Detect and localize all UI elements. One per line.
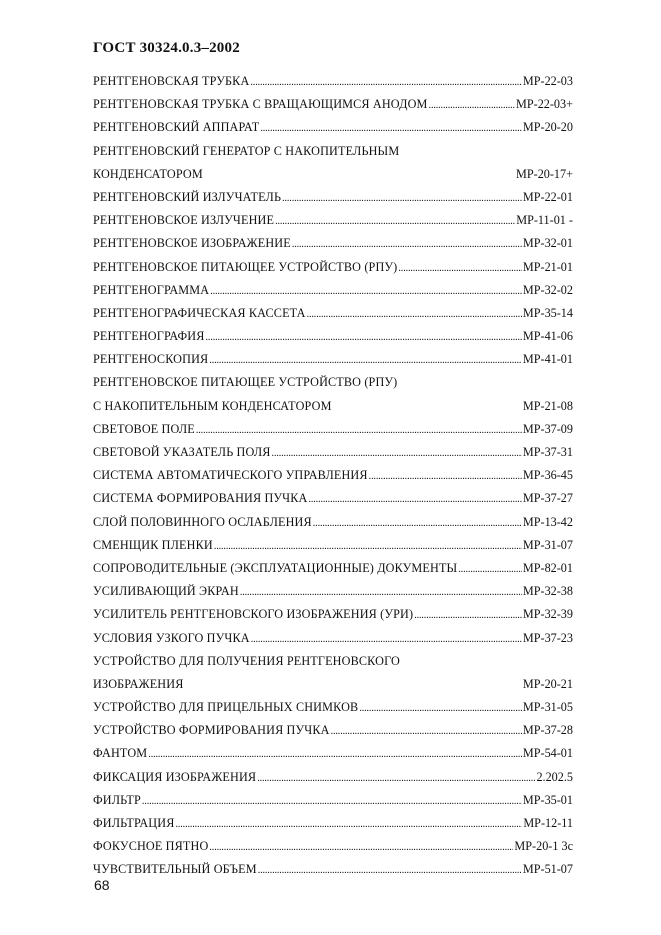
index-code: МР-32-01 (522, 236, 573, 251)
dot-leader (398, 263, 521, 274)
index-term: РЕНТГЕНОГРАФИЧЕСКАЯ КАССЕТА (93, 305, 306, 320)
index-entry (93, 746, 575, 769)
index-entry (93, 74, 575, 97)
dot-leader (429, 100, 515, 111)
dot-leader (414, 610, 522, 621)
index-entry (93, 399, 575, 422)
index-term: ЧУВСТВИТЕЛЬНЫЙ ОБЪЕМ (93, 862, 257, 877)
index-entry (93, 538, 575, 561)
document-header: ГОСТ 30324.0.3–2002 (93, 40, 240, 56)
index-term: СИСТЕМА ФОРМИРОВАНИЯ ПУЧКА (93, 491, 308, 506)
index-code: МР-32-02 (522, 282, 573, 297)
index-term: РЕНТГЕНОВСКАЯ ТРУБКА С ВРАЩАЮЩИМСЯ АНОДОМ (93, 97, 428, 112)
index-term: СВЕТОВОЙ УКАЗАТЕЛЬ ПОЛЯ (93, 445, 271, 459)
index-entry (93, 352, 575, 375)
index-code: МР-51-07 (522, 862, 573, 877)
dot-leader (307, 309, 522, 320)
term-index-list (93, 74, 575, 886)
dot-leader (282, 193, 522, 204)
index-entry (93, 445, 575, 468)
dot-leader (272, 448, 522, 459)
index-entry (93, 515, 575, 538)
index-term: РЕНТГЕНОВСКОЕ ПИТАЮЩЕЕ УСТРОЙСТВО (РПУ) (93, 259, 398, 274)
index-code: МР-32-38 (522, 584, 573, 599)
index-code: МР-54-01 (522, 746, 573, 761)
index-term: ИЗОБРАЖЕНИЯ (93, 676, 184, 691)
index-entry (93, 631, 575, 654)
index-term: СЛОЙ ПОЛОВИННОГО ОСЛАБЛЕНИЯ (93, 514, 312, 529)
index-term: РЕНТГЕНОСКОПИЯ (93, 352, 209, 367)
index-code: МР-11-01 - (516, 213, 573, 228)
index-entry (93, 167, 575, 190)
index-term: УСЛОВИЯ УЗКОГО ПУЧКА (93, 630, 250, 645)
index-code: МР-22-03 (522, 74, 573, 88)
index-term: ФИКСАЦИЯ ИЗОБРАЖЕНИЯ (93, 769, 257, 784)
index-code: МР-41-06 (522, 329, 573, 344)
dot-leader (308, 494, 521, 505)
dot-leader (458, 564, 522, 575)
index-term: РЕНТГЕНОВСКОЕ ИЗЛУЧЕНИЕ (93, 213, 275, 228)
index-term: С НАКОПИТЕЛЬНЫМ КОНДЕНСАТОРОМ (93, 398, 332, 413)
dot-leader (275, 216, 515, 227)
index-code: МР-82-01 (522, 560, 573, 575)
index-code: МР-20-20 (522, 120, 573, 135)
dot-leader (142, 796, 522, 807)
index-term: СИСТЕМА АВТОМАТИЧЕСКОГО УПРАВЛЕНИЯ (93, 468, 368, 483)
index-entry (93, 700, 575, 723)
index-code: МР-35-01 (522, 792, 573, 807)
dot-leader (206, 332, 522, 343)
index-term: РЕНТГЕНОВСКИЙ ГЕНЕРАТОР С НАКОПИТЕЛЬНЫМ (93, 143, 400, 158)
index-entry (93, 422, 575, 445)
index-term: РЕНТГЕНОВСКОЕ ИЗОБРАЖЕНИЕ (93, 236, 291, 251)
index-term: РЕНТГЕНОВСКИЙ АППАРАТ (93, 120, 260, 135)
index-entry (93, 561, 575, 584)
dot-leader (369, 471, 522, 482)
index-term: УСТРОЙСТВО ФОРМИРОВАНИЯ ПУЧКА (93, 723, 330, 738)
dot-leader (196, 425, 522, 436)
index-entry (93, 654, 575, 677)
index-term: ФАНТОМ (93, 746, 148, 761)
dot-leader (210, 286, 522, 297)
index-code: МР-41-01 (522, 352, 573, 367)
index-term: РЕНТГЕНОВСКОЕ ПИТАЮЩЕЕ УСТРОЙСТВО (РПУ) (93, 375, 398, 390)
index-term: УСТРОЙСТВО ДЛЯ ПОЛУЧЕНИЯ РЕНТГЕНОВСКОГО (93, 653, 400, 668)
index-code: МР-32-39 (522, 607, 573, 622)
dot-leader (240, 587, 522, 598)
index-entry (93, 213, 575, 236)
index-code: МР-21-08 (522, 398, 573, 413)
index-term: УСИЛИВАЮЩИЙ ЭКРАН (93, 584, 239, 599)
dot-leader (214, 541, 522, 552)
dot-leader (257, 773, 535, 784)
index-entry (93, 862, 575, 885)
index-code: МР-13-42 (522, 514, 573, 529)
dot-leader (148, 749, 522, 760)
index-entry (93, 236, 575, 259)
index-code: МР-35-14 (522, 305, 573, 320)
index-entry (93, 329, 575, 352)
index-entry (93, 120, 575, 143)
dot-leader (251, 634, 522, 645)
index-entry (93, 190, 575, 213)
index-term: ФИЛЬТРАЦИЯ (93, 816, 175, 830)
dot-leader (292, 239, 522, 250)
dot-leader (250, 77, 521, 88)
index-entry (93, 260, 575, 283)
dot-leader (175, 819, 522, 830)
dot-leader (209, 355, 522, 366)
index-code: МР-37-31 (522, 445, 573, 459)
index-code: МР-37-09 (522, 421, 573, 436)
index-term: ФИЛЬТР (93, 792, 141, 807)
index-entry (93, 723, 575, 746)
index-term: РЕНТГЕНОГРАФИЯ (93, 329, 205, 344)
index-entry (93, 839, 575, 862)
index-entry (93, 283, 575, 306)
index-entry (93, 816, 575, 839)
dot-leader (209, 842, 513, 853)
index-code: МР-22-01 (522, 189, 573, 204)
page-number: 68 (94, 877, 110, 893)
index-code: МР-37-27 (522, 491, 573, 506)
dot-leader (359, 703, 522, 714)
index-entry (93, 584, 575, 607)
index-term: РЕНТГЕНОВСКИЙ ИЗЛУЧАТЕЛЬ (93, 189, 282, 204)
index-code: МР-20-17+ (516, 166, 573, 181)
index-term: УСТРОЙСТВО ДЛЯ ПРИЦЕЛЬНЫХ СНИМКОВ (93, 700, 359, 715)
index-term: СМЕНЩИК ПЛЕНКИ (93, 537, 213, 552)
index-entry (93, 375, 575, 398)
index-code: МР-37-28 (522, 723, 573, 738)
index-term: КОНДЕНСАТОРОМ (93, 166, 203, 181)
index-entry (93, 607, 575, 630)
index-entry (93, 144, 575, 167)
index-entry (93, 491, 575, 514)
index-term: РЕНТГЕНОВСКАЯ ТРУБКА (93, 74, 250, 88)
index-entry (93, 468, 575, 491)
index-code: МР-22-03+ (516, 97, 573, 112)
index-term: СОПРОВОДИТЕЛЬНЫЕ (ЭКСПЛУАТАЦИОННЫЕ) ДОКУМЕНТЫ (93, 560, 458, 575)
index-term: СВЕТОВОЕ ПОЛЕ (93, 421, 195, 436)
index-entry (93, 306, 575, 329)
dot-leader (260, 123, 522, 134)
index-entry (93, 97, 575, 120)
dot-leader (331, 726, 522, 737)
index-code: МР-20-1 3с (514, 839, 573, 854)
index-code: МР-20-21 (522, 676, 573, 691)
dot-leader (258, 865, 522, 876)
index-entry (93, 770, 575, 793)
index-entry (93, 793, 575, 816)
index-code: МР-36-45 (522, 468, 573, 483)
index-code: МР-12-11 (523, 816, 573, 830)
index-term: УСИЛИТЕЛЬ РЕНТГЕНОВСКОГО ИЗОБРАЖЕНИЯ (УРИ) (93, 607, 414, 622)
index-code: МР-37-23 (522, 630, 573, 645)
index-entry (93, 677, 575, 700)
index-term: ФОКУСНОЕ ПЯТНО (93, 839, 209, 854)
index-code: МР-31-05 (522, 700, 573, 715)
index-code: МР-31-07 (522, 537, 573, 552)
index-term: РЕНТГЕНОГРАММА (93, 282, 210, 297)
index-code: МР-21-01 (522, 259, 573, 274)
dot-leader (313, 518, 522, 529)
index-code: 2.202.5 (536, 769, 573, 784)
